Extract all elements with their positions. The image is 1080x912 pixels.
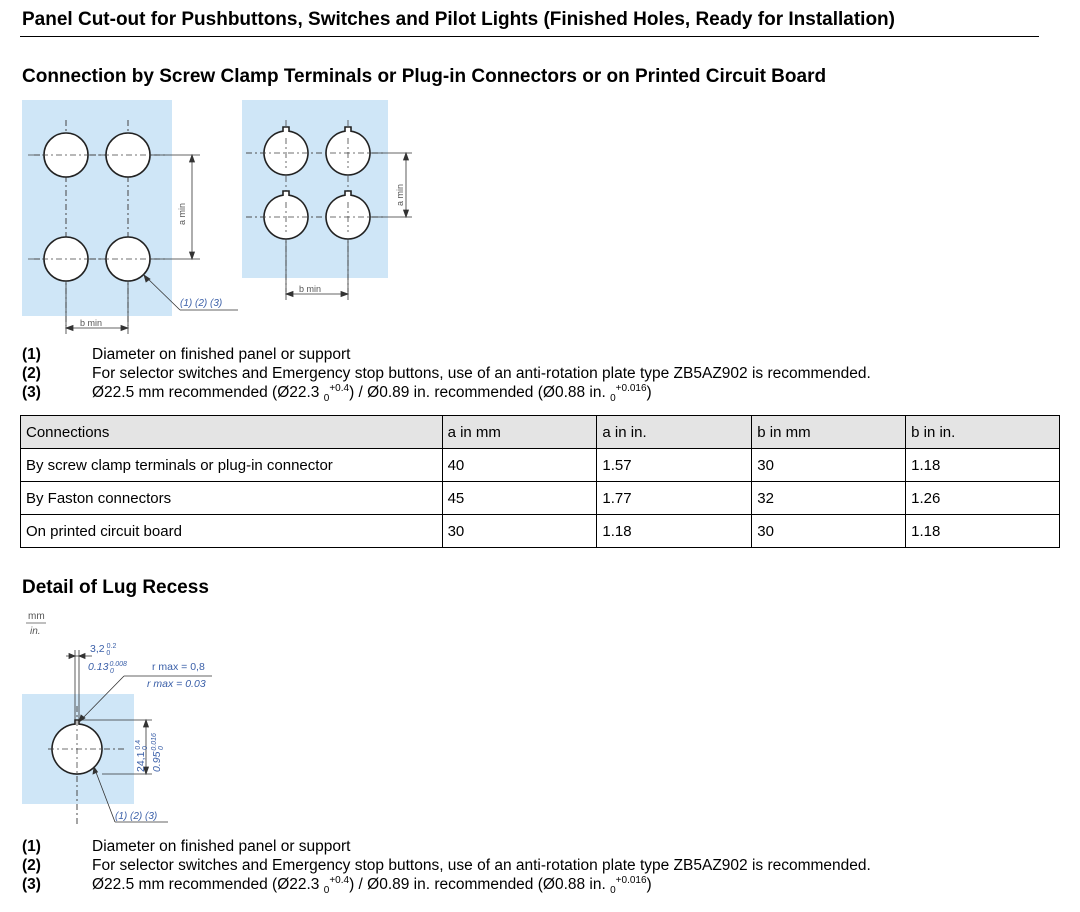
section-connection-title: Connection by Screw Clamp Terminals or Plug-in Connectors or on Printed Circuit Board (22, 66, 827, 87)
table-cell: 1.18 (906, 515, 1060, 548)
table-cell: 30 (442, 515, 597, 548)
notes-block-detail (22, 837, 1022, 897)
header-connections: Connections (21, 416, 443, 449)
b-min-label: b min (80, 318, 103, 328)
table-cell: 32 (752, 482, 906, 515)
hole-height-mm: $24,1^{0.4}0$ (135, 739, 149, 772)
callout-label: (1) (2) (3) (180, 298, 223, 309)
radius-in: r max = 0.03 (147, 678, 206, 690)
table-cell: By Faston connectors (21, 482, 443, 515)
notes-block (22, 345, 1022, 405)
dimensions-table (20, 415, 1060, 548)
callout-label: (1) (2) (3) (115, 811, 158, 822)
note-number: (2) (22, 857, 41, 874)
header-b-in: b in in. (906, 416, 1060, 449)
header-a-mm: a in mm (442, 416, 597, 449)
note-text: Ø22.5 mm recommended (Ø22.3 $_0^{+0.4}$) / Ø0.89 in. recommended (Ø0.88 in. $_0^{+0.016}$) (92, 874, 652, 897)
a-min-label: a min (395, 183, 405, 206)
lug-width-mm: 3,2 $^{0.2}$ 0 (90, 643, 117, 657)
lug-width-in: $0.13^{0.008}$ 0 (88, 661, 127, 675)
section-lug-title: Detail of Lug Recess (22, 577, 209, 598)
table-cell: 1.77 (597, 482, 752, 515)
note-number: (3) (22, 384, 41, 401)
table-row (21, 482, 1060, 515)
table-cell: 1.18 (906, 449, 1060, 482)
b-min-label: b min (299, 284, 322, 294)
note-number: (2) (22, 365, 41, 382)
table-header-row (21, 416, 1060, 449)
page-title: Panel Cut-out for Pushbuttons, Switches and Pilot Lights (Finished Holes, Ready for Installation) (22, 9, 895, 30)
note-text: Diameter on finished panel or support (92, 838, 351, 855)
a-min-label: a min (177, 202, 187, 225)
panel-area (242, 100, 388, 278)
note-number: (1) (22, 838, 41, 855)
table-cell: 45 (442, 482, 597, 515)
table-cell: 30 (752, 515, 906, 548)
table-cell: By screw clamp terminals or plug-in connector (21, 449, 443, 482)
table-cell: 1.26 (906, 482, 1060, 515)
lug-recess-detail-diagram (20, 606, 240, 828)
cutout-diagram-standard (20, 98, 250, 338)
header-b-mm: b in mm (752, 416, 906, 449)
radius-mm: r max = 0,8 (152, 661, 205, 673)
note-number: (3) (22, 876, 41, 893)
note-text: For selector switches and Emergency stop buttons, use of an anti-rotation plate type ZB5AZ902 is recommended. (92, 857, 871, 874)
table-cell: On printed circuit board (21, 515, 443, 548)
table-row (21, 515, 1060, 548)
title-rule (20, 36, 1039, 37)
note-text: For selector switches and Emergency stop buttons, use of an anti-rotation plate type ZB5AZ902 is recommended. (92, 365, 871, 382)
panel-area (22, 100, 172, 316)
table-cell: 30 (752, 449, 906, 482)
hole-height-in: $0.95^{0.016}0$ (151, 733, 165, 772)
note-text: Ø22.5 mm recommended (Ø22.3 $_0^{+0.4}$) / Ø0.89 in. recommended (Ø0.88 in. $_0^{+0.016}$) (92, 382, 652, 405)
table-cell: 40 (442, 449, 597, 482)
note-text: Diameter on finished panel or support (92, 346, 351, 363)
table-cell: 1.57 (597, 449, 752, 482)
unit-mm: mm (28, 611, 45, 622)
table-row (21, 449, 1060, 482)
table-cell: 1.18 (597, 515, 752, 548)
header-a-in: a in in. (597, 416, 752, 449)
cutout-diagram-lug (240, 98, 420, 308)
unit-in: in. (30, 626, 41, 637)
note-number: (1) (22, 346, 41, 363)
